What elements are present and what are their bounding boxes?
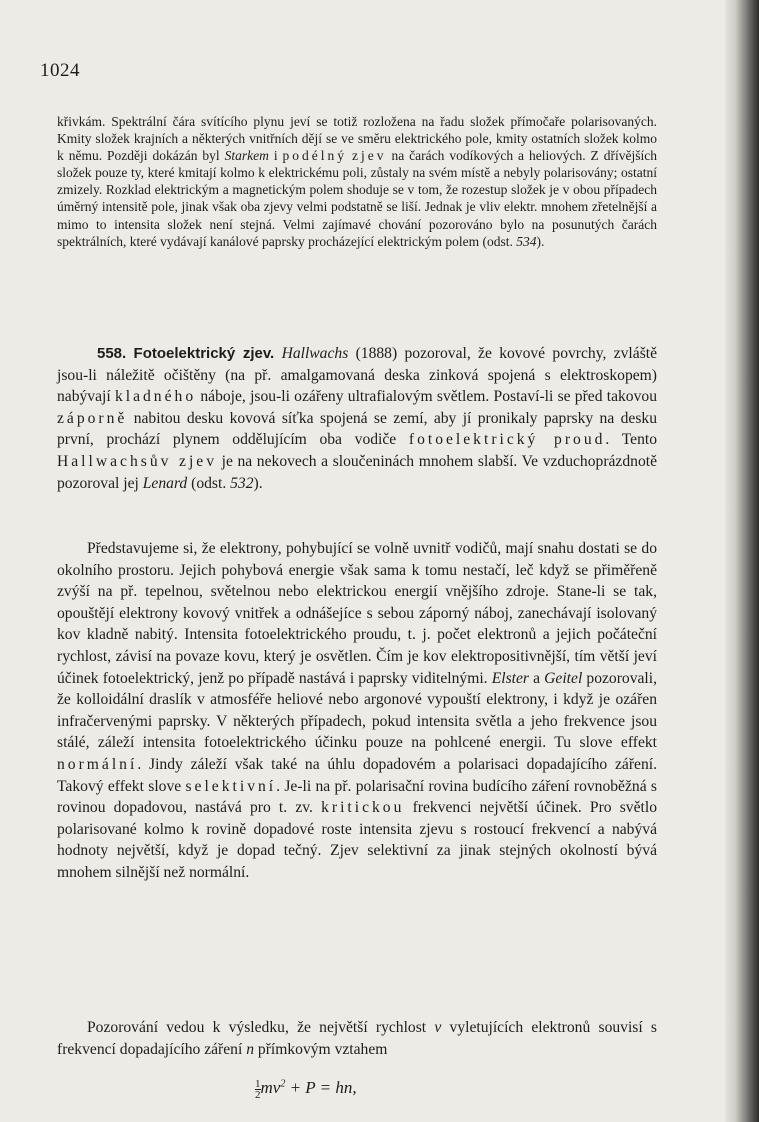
spaced-zaporne: záporně	[57, 409, 128, 427]
name-geitel: Geitel	[544, 669, 583, 687]
spaced-kritickou: kritickou	[321, 799, 405, 817]
spaced-fotoelektricky-proud: fotoelektrický proud	[408, 431, 606, 449]
spaced-kladneho: kladného	[114, 388, 197, 406]
spaced-zjev: zjev	[352, 148, 387, 164]
name-hallwachs: Hallwachs	[281, 345, 349, 362]
spaced-selektivni: selektivní	[185, 777, 277, 795]
fraction-one-half: $\frac{1}{2}$	[255, 1077, 261, 1101]
var-v: v	[434, 1019, 442, 1036]
ref-532: 532	[230, 474, 254, 492]
ref-534: 534	[516, 233, 537, 249]
einstein-formula: $\frac{1}{2}$ $mv^2 + P$ = hn,	[255, 1077, 357, 1101]
paragraph-stark-effect: křivkám. Spektrální čára svítícího plynu jeví se totiž rozložena na řadu složek přímočaře polarisovaných. Kmity složek krajních a některých vnitřních dějí se ve směru elektrického pole, kmity ostatních složek kolmo k němu. Později dokázán byl Starkem i podélný zjev na čarách vodíkových a heliových. Z dřívějších složek pouze ty, které kmitají kolmo k elektrickému poli, zůstaly na svém místě a nebyly polarisovány; ostatní zmizely. Rozklad elektrickým a magnetickým polem shoduje se v tom, že rozestup složek je v obou případech úměrný intensitě pole, jinak však oba zjevy velmi podstatně se liší. Jednak je vliv elektr. mnohem zřetelnější a mimo to intensita složek není stejná. Velmi zajímavé chování pozorováno bylo na posunutých čarách spektrálních, které vydávají kanálové paprsky procházející elektrickým polem (odst. 534).	[57, 114, 657, 249]
paragraph-observation: Pozorování vedou k výsledku, že největší rychlost v vyletujících elektronů souvisí s frekvencí dopadajícího záření n přímkovým vztahem	[57, 1019, 657, 1058]
spaced-podelny: podélný	[282, 148, 348, 164]
spaced-normalni: normální	[57, 755, 138, 773]
name-lenard: Lenard	[142, 474, 188, 492]
paragraph-electrons: Představujeme si, že elektrony, pohybující se volně uvnitř vodičů, mají snahu dostati se do okolního prostoru. Jejich pohybová energie však sama k tomu nestačí, leč když se přiměřeně zvýší na př. tepelnou, světelnou nebo elektrickou energií vnějšího zdroje. Stane-li se tak, opouštějí elektrony kovový vnitřek a odnášejíce s sebou záporný náboj, zanechávají isolovaný kov kladně nabitý. Intensita fotoelektrického proudu, t. j. počet elektronů a jejich počáteční rychlost, závisí na povaze kovu, který je osvětlen. Čím je kov elektropositivnější, tím větší jeví účinek fotoelektrický, jenž po případě nastává i paprsky viditelnými. Elster a Geitel pozorovali, že kolloidální draslík v atmosféře heliové nebo argonové vypouští elektrony, i když je ozářen infračervenými paprsky. V některých případech, pokud intensita světla a jeho frekvence jsou stálé, záleží intensita fotoelektrického účinku pouze na pohlcené energii. Tu slove effekt normální. Jindy záleží však také na úhlu dopadovém a polarisaci dopadajícího záření. Takový effekt slove selektivní. Je-li na př. polarisační rovina budícího záření rovnoběžná s rovinou dopadovou, nastává pro t. zv. kritickou frekvenci největší účinek. Pro světlo polarisované kolmo k rovině dopadové roste intensita zjevu s rostoucí frekvencí a nabývá hodnoty největší, když je dopad tečný. Zjev selektivní za jinak stejných okolností bývá mnohem silnější než normální.	[57, 540, 658, 881]
name-elster: Elster	[491, 669, 529, 687]
section-558-paragraph: 558. Fotoelektrický zjev. Hallwachs (1888) pozoroval, že kovové povrchy, zvláště jsou-li náležitě očištěny (na př. amalgamovaná deska zinková spojená s elektroskopem) nabývají kladného náboje, jsou-li ozářeny ultrafialovým světlem. Postaví-li se před takovou záporně nabitou desku kovová síťka spojená se zemí, aby jí pronikaly paprsky na desku první, prochází plynem oddělujícím oba vodiče fotoelektrický proud. Tento Hallwachsův zjev je na nekovech a sloučeninách mnohem slabší. Ve vzduchoprázdnotě pozoroval jej Lenard (odst. 532).	[57, 345, 658, 492]
name-starkem: Starkem	[224, 148, 269, 164]
book-spine-shadow	[725, 0, 759, 1122]
section-number: 558.	[97, 345, 127, 362]
page-number: 1024	[40, 60, 80, 81]
section-title: Fotoelektrický zjev.	[133, 345, 275, 362]
spaced-hallwachsuv-zjev: Hallwachsův zjev	[57, 452, 217, 470]
var-n: n	[246, 1040, 254, 1058]
